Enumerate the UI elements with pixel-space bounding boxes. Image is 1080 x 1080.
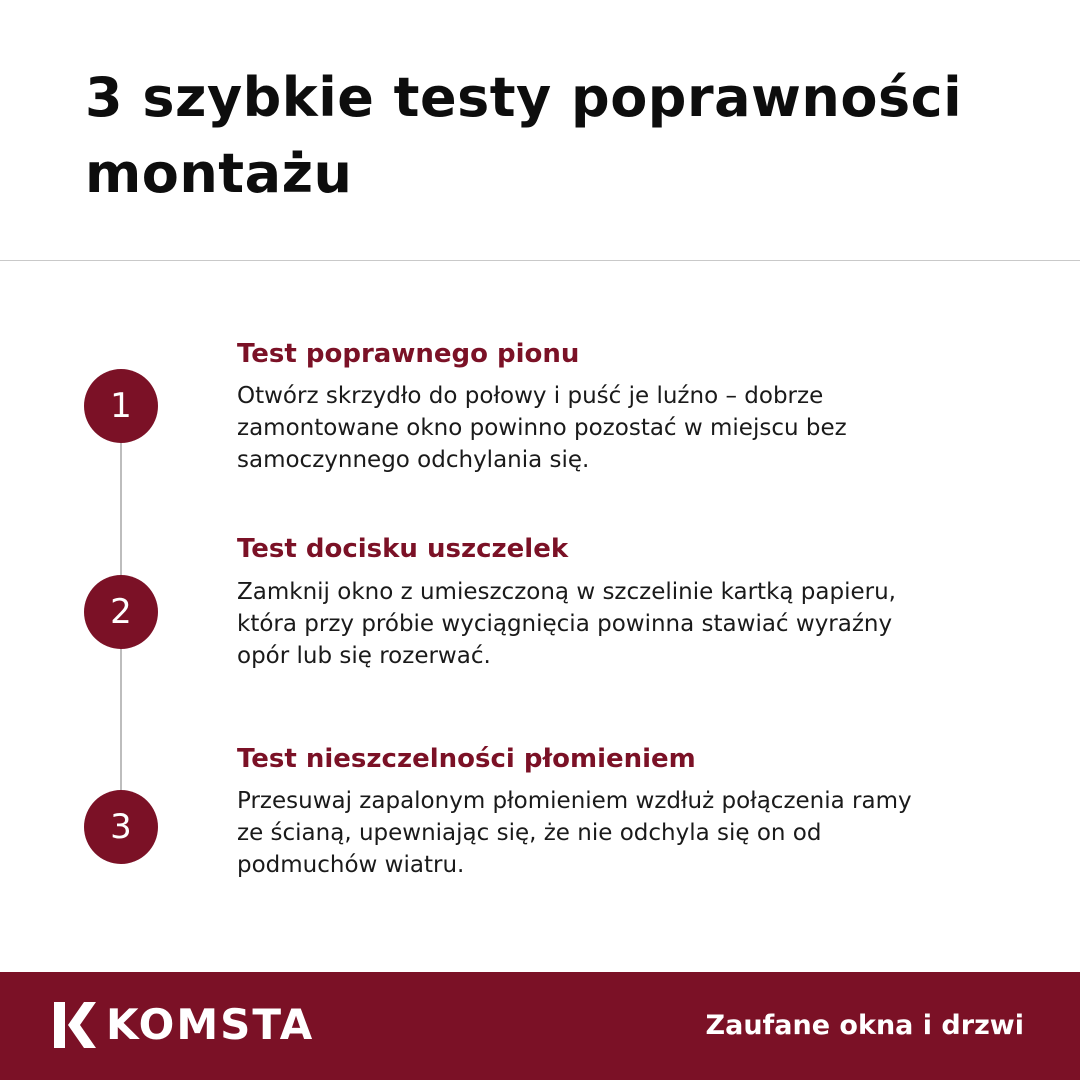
step-2-description-line: która przy próbie wyciągnięcia powinna stawiać wyraźny	[237, 611, 893, 637]
step-2-number-badge: 2	[84, 575, 158, 649]
step-3-description-line: Przesuwaj zapalonym płomieniem wzdłuż połączenia ramy	[237, 788, 912, 814]
step-3-description-line: podmuchów wiatru.	[237, 852, 465, 878]
step-3-description	[237, 785, 1027, 881]
step-1-description	[237, 380, 1027, 476]
step-2-description	[237, 576, 1027, 672]
step-1-title: Test poprawnego pionu	[237, 339, 580, 369]
header-divider	[0, 260, 1080, 261]
step-1-description-line: Otwórz skrzydło do połowy i puść je luźno – dobrze	[237, 383, 824, 409]
step-2-title: Test docisku uszczelek	[237, 534, 569, 564]
step-1-description-line: zamontowane okno powinno pozostać w miejscu bez	[237, 415, 847, 441]
page-title-line-1: 3 szybkie testy poprawności	[85, 66, 963, 129]
step-3-title: Test nieszczelności płomieniem	[237, 744, 696, 774]
brand-name: KOMSTA	[106, 1000, 315, 1049]
komsta-k-mark-icon	[54, 1002, 102, 1048]
step-2-description-line: opór lub się rozerwać.	[237, 643, 491, 669]
brand-logo	[54, 1000, 314, 1050]
step-1-description-line: samoczynnego odchylania się.	[237, 447, 590, 473]
step-1-number-badge: 1	[84, 369, 158, 443]
page-title-line-2: montażu	[85, 142, 353, 205]
step-3-description-line: ze ścianą, upewniając się, że nie odchyla się on od	[237, 820, 822, 846]
step-2-description-line: Zamknij okno z umieszczoną w szczelinie kartką papieru,	[237, 579, 896, 605]
step-3-number-badge: 3	[84, 790, 158, 864]
page-title	[85, 60, 1025, 212]
footer-tagline: Zaufane okna i drzwi	[705, 1010, 1024, 1041]
